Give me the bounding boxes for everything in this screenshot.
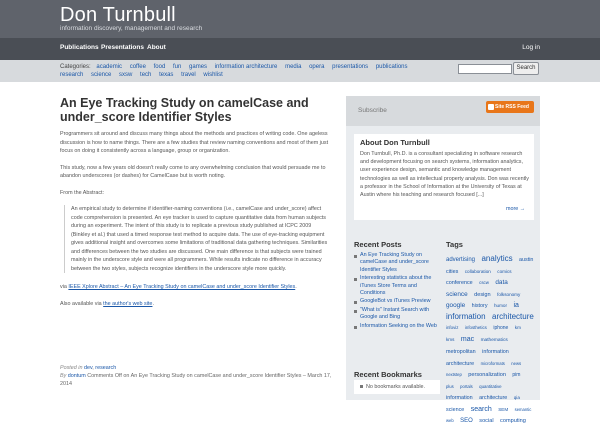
category-link[interactable]: science xyxy=(91,72,112,78)
tag-link[interactable]: cscw xyxy=(479,280,489,285)
post-meta xyxy=(60,364,340,388)
tag-link[interactable]: portals xyxy=(460,383,473,389)
author-site-link[interactable]: the author's web site xyxy=(103,300,153,307)
ieee-link[interactable]: IEEE Xplore Abstract – An Eye Tracking Study on camelCase and under_score Identifier Styles xyxy=(68,284,296,290)
posted-in-label: Posted in xyxy=(60,365,83,371)
tag-link[interactable]: austin xyxy=(519,257,534,263)
subscribe-heading: Subscribe xyxy=(358,107,387,114)
tag-link[interactable]: architecture xyxy=(492,311,534,321)
post-paragraph: From the Abstract: xyxy=(60,189,105,196)
category-link[interactable]: opera xyxy=(309,64,325,70)
abstract-quote: An empirical study to determine if identifier-naming conventions (i.e., camelCase and under_score) affect code comprehension is presented. An eye tracker is used to capture quantitative data from human subjects during an experiment. The intent of this study is to replicate a previous study published at ICPC 2009 (Binkley et al.) that used a timed response test method to acquire data. The use of eye-tracking equipment gives additional insight and overcomes some limitations of traditional data gathering techniques. Similarities and differences between the two studies are discussed. One main difference is that subjects were trained mainly in the underscore style and were all programmers. While results indicate no difference in accuracy between the two styles, subjects recognize identifiers in the underscore style more quickly. xyxy=(64,205,330,273)
categories-list xyxy=(60,63,440,79)
recent-post-link[interactable]: "What is" Instant Search with Google and Bing xyxy=(354,307,440,322)
tag-link[interactable]: mathematics xyxy=(480,337,508,343)
no-bookmarks: No bookmarks available. xyxy=(366,384,426,390)
tag-link[interactable]: mac xyxy=(460,335,475,343)
tags-title: Tags xyxy=(446,240,463,249)
post-paragraph: Programmers sit around and discuss many things about the methods and practices of writing code. One ageless discussion is how to name things. There are a few studies that review naming conventions and most of them just focus on doing it consistently across a language, group or organization. xyxy=(60,131,329,154)
bookmarks-box xyxy=(354,380,440,394)
author-link[interactable]: dontum xyxy=(67,373,86,379)
tag-link[interactable]: web xyxy=(446,418,454,423)
tag-link[interactable]: nextstep xyxy=(446,372,462,377)
tag-cloud xyxy=(446,253,536,426)
tag-link[interactable]: SEO xyxy=(460,418,473,424)
tag-link[interactable]: cities xyxy=(446,268,459,275)
by-label: By xyxy=(60,373,67,379)
search-button[interactable]: Search xyxy=(513,62,539,75)
tag-link[interactable]: humor xyxy=(494,303,508,308)
also-prefix: Also available via xyxy=(60,300,104,307)
tag-link[interactable]: data xyxy=(495,279,508,286)
category-link[interactable]: research xyxy=(60,72,84,78)
category-link[interactable]: coffee xyxy=(129,64,146,70)
recent-post-link[interactable]: GoogleBot vs iTunes Preview xyxy=(354,298,440,305)
rss-label: Site RSS Feed xyxy=(495,104,529,110)
site-tagline: information discovery, management and research xyxy=(60,25,203,32)
via-prefix: via xyxy=(60,284,69,290)
tag-link[interactable]: quantitative xyxy=(479,383,502,389)
category-link[interactable]: wishlist xyxy=(203,72,223,78)
rss-icon xyxy=(488,104,494,110)
tag-link[interactable]: architecture xyxy=(479,395,508,401)
tag-link[interactable]: history xyxy=(471,303,488,309)
recent-post-link[interactable]: Interesting statistics about the iTunes Store Terms and Conditions xyxy=(354,275,440,297)
post-title[interactable]: An Eye Tracking Study on camelCase and under_score Identifier Styles xyxy=(60,96,309,124)
site-title[interactable]: Don Turnbull xyxy=(60,4,176,26)
tag-link[interactable]: semantic xyxy=(514,406,532,412)
main-nav xyxy=(0,38,600,60)
also-paragraph xyxy=(60,300,330,309)
post-body xyxy=(60,130,330,316)
tag-link[interactable]: collaboration xyxy=(464,268,491,274)
tag-link[interactable]: information xyxy=(482,349,509,355)
category-link[interactable]: texas xyxy=(159,72,174,78)
post-categories: Posted in dev, research xyxy=(60,365,117,371)
category-dev-link[interactable]: dev xyxy=(83,365,93,371)
tag-link[interactable]: science xyxy=(446,406,465,413)
via-suffix: . xyxy=(295,284,297,290)
tag-link[interactable]: social xyxy=(479,418,494,424)
tag-link[interactable]: computing xyxy=(500,418,526,424)
tag-link[interactable]: science xyxy=(446,290,468,298)
category-link[interactable]: presentations xyxy=(332,64,369,70)
search-input[interactable] xyxy=(458,64,512,74)
post-paragraph: This study, now a few years old doesn't really come to any overwhelming conclusion that would persuade me to abandon underscores (or dashes) for CamelCase but is worth noting. xyxy=(60,164,326,179)
tag-link[interactable]: plus xyxy=(446,383,454,389)
tag-link[interactable]: km xyxy=(514,325,521,330)
tag-link[interactable]: pim xyxy=(512,372,521,378)
recent-posts-list xyxy=(354,252,440,331)
nav-about[interactable]: About xyxy=(147,44,166,51)
login-link[interactable]: Log in xyxy=(522,44,540,51)
category-link[interactable]: food xyxy=(153,64,166,70)
tag-link[interactable]: analytics xyxy=(481,254,513,263)
recent-bookmarks-title: Recent Bookmarks xyxy=(354,370,422,379)
tag-link[interactable]: metropolitan xyxy=(446,349,476,355)
tag-link[interactable]: news xyxy=(511,360,522,366)
category-link[interactable]: information architecture xyxy=(214,64,278,70)
tag-link[interactable]: personalization xyxy=(468,372,506,378)
tag-link[interactable]: search xyxy=(470,405,492,413)
category-link[interactable]: travel xyxy=(181,72,196,78)
tag-link[interactable]: folksonomy xyxy=(497,291,521,297)
tag-link[interactable]: SEM xyxy=(498,406,509,412)
about-text: Don Turnbull, Ph.D. is a consultant specializing in software research and development focusing on search systems, information analytics, user experience design, semantic and knowledge management technologies as well as intellectual property analysis. Don was recently a professor in the School of Information at the University of Texas at Austin where his teaching and research focused [...] xyxy=(360,151,529,199)
category-link[interactable]: academic xyxy=(96,64,123,70)
tag-link[interactable]: iphone xyxy=(493,325,509,331)
category-link[interactable]: publications xyxy=(375,64,408,70)
tag-link[interactable]: information xyxy=(446,395,473,401)
tag-link[interactable]: infosthetics xyxy=(464,325,487,330)
recent-post-link[interactable]: An Eye Tracking Study on camelCase and under_score Identifier Styles xyxy=(354,252,440,274)
post-byline xyxy=(60,372,340,388)
rss-feed-button[interactable] xyxy=(486,101,534,113)
recent-posts-title: Recent Posts xyxy=(354,240,402,249)
more-link[interactable]: more → xyxy=(506,206,526,212)
recent-post-link[interactable]: Information Seeking on the Web xyxy=(354,323,440,330)
tag-link[interactable]: infoviz xyxy=(446,325,459,330)
tag-link[interactable]: microformats xyxy=(480,360,505,366)
tag-link[interactable]: information xyxy=(446,311,486,321)
tag-link[interactable]: kms xyxy=(446,336,455,342)
category-research-link[interactable]: research xyxy=(95,365,117,371)
about-title: About Don Turnbull xyxy=(360,138,430,147)
comments-off: Comments Off on An Eye Tracking Study on camelCase and under_score Identifier Styles xyxy=(87,373,302,379)
category-link[interactable]: media xyxy=(285,64,302,70)
categories-label: Categories: xyxy=(60,64,91,70)
also-suffix: . xyxy=(152,300,154,307)
category-link[interactable]: fun xyxy=(173,64,182,70)
post-date: – March 17, 2014 xyxy=(60,373,332,387)
tag-link[interactable]: comics xyxy=(497,268,512,274)
tag-link[interactable]: conference xyxy=(446,280,473,286)
bullet-icon xyxy=(360,385,363,388)
tag-link[interactable]: architecture xyxy=(446,360,475,367)
category-link[interactable]: sxsw xyxy=(119,72,133,78)
tag-link[interactable]: design xyxy=(474,291,491,298)
tag-link[interactable]: advertising xyxy=(446,257,476,263)
category-link[interactable]: tech xyxy=(140,72,152,78)
category-link[interactable]: games xyxy=(189,64,208,70)
tag-link[interactable]: google xyxy=(446,302,466,309)
tag-link[interactable]: ia xyxy=(513,302,519,309)
tag-link[interactable]: qia xyxy=(513,395,520,400)
nav-publications[interactable]: Publications xyxy=(60,44,99,51)
via-paragraph xyxy=(60,283,330,292)
nav-presentations[interactable]: Presentations xyxy=(101,44,144,51)
